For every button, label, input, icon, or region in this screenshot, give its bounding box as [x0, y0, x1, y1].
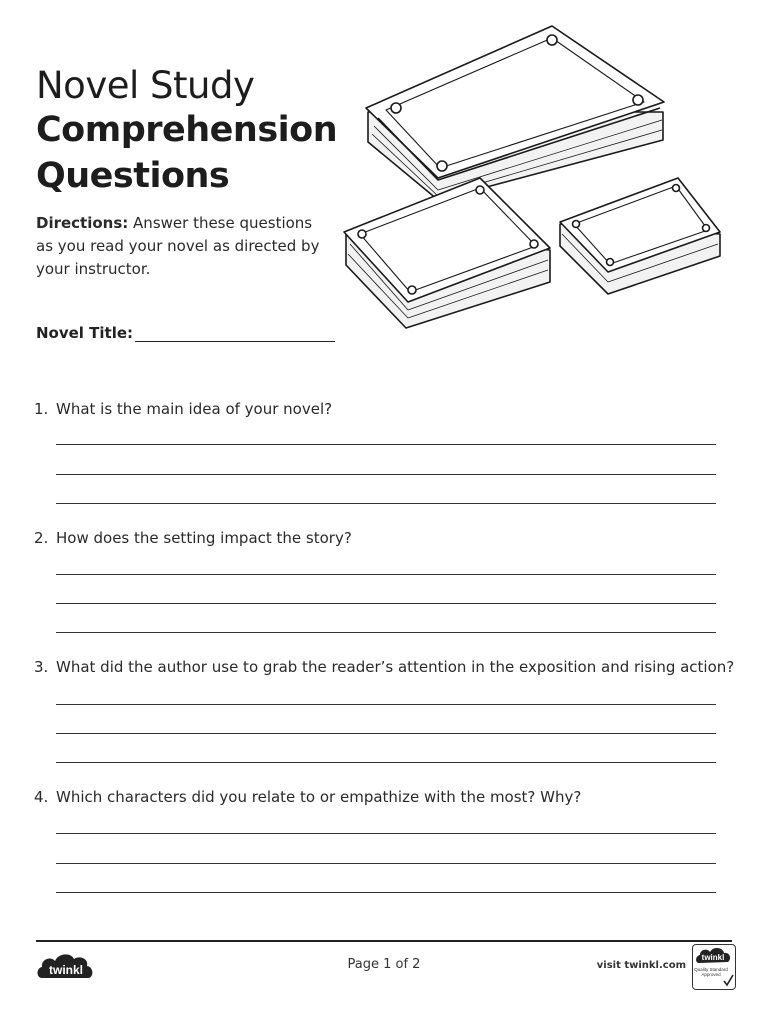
answer-line[interactable]: [56, 503, 716, 504]
twinkl-logo-text: twinkl: [48, 963, 84, 977]
quality-badge-icon: [692, 944, 736, 990]
directions-label: Directions:: [36, 214, 129, 232]
novel-title-field: [36, 324, 335, 342]
badge-logo-text: twinkl: [701, 953, 725, 962]
question-1-number: 1.: [34, 400, 49, 418]
title-line-1: Novel Study: [36, 64, 255, 107]
question-1-text: What is the main idea of your novel?: [56, 400, 333, 418]
directions-text: Answer these questions as you read your novel as directed by your instructor.: [36, 214, 320, 278]
answer-line[interactable]: [56, 632, 716, 633]
answer-line[interactable]: [56, 603, 716, 604]
question-4-text: Which characters did you relate to or empathize with the most? Why?: [56, 788, 582, 806]
novel-title-input-line[interactable]: [135, 325, 335, 342]
answer-line[interactable]: [56, 474, 716, 475]
question-2-number: 2.: [34, 529, 49, 547]
stacked-books-icon: [338, 20, 728, 340]
question-4: [34, 788, 581, 806]
answer-line[interactable]: [56, 762, 716, 763]
title-line-2: Comprehension: [36, 110, 338, 150]
answer-line[interactable]: [56, 574, 716, 575]
footer-divider: [36, 940, 732, 942]
question-2-text: How does the setting impact the story?: [56, 529, 352, 547]
question-3-text: What did the author use to grab the reader’s attention in the exposition and rising action?: [56, 658, 735, 676]
question-2: [34, 529, 352, 547]
answer-line[interactable]: [56, 733, 716, 734]
question-1: [34, 400, 332, 418]
badge-text: Quality Standard Approved: [694, 967, 728, 977]
answer-line[interactable]: [56, 704, 716, 705]
directions-paragraph: [36, 212, 326, 281]
page-number: Page 1 of 2: [347, 957, 421, 972]
question-3-number: 3.: [34, 658, 49, 676]
question-4-number: 4.: [34, 788, 49, 806]
title-line-3: Questions: [36, 156, 230, 196]
novel-title-label: Novel Title:: [36, 324, 134, 342]
visit-link[interactable]: visit twinkl.com: [596, 960, 686, 971]
question-3: [34, 658, 734, 676]
answer-line[interactable]: [56, 892, 716, 893]
answer-line[interactable]: [56, 444, 716, 445]
answer-line[interactable]: [56, 863, 716, 864]
answer-line[interactable]: [56, 833, 716, 834]
